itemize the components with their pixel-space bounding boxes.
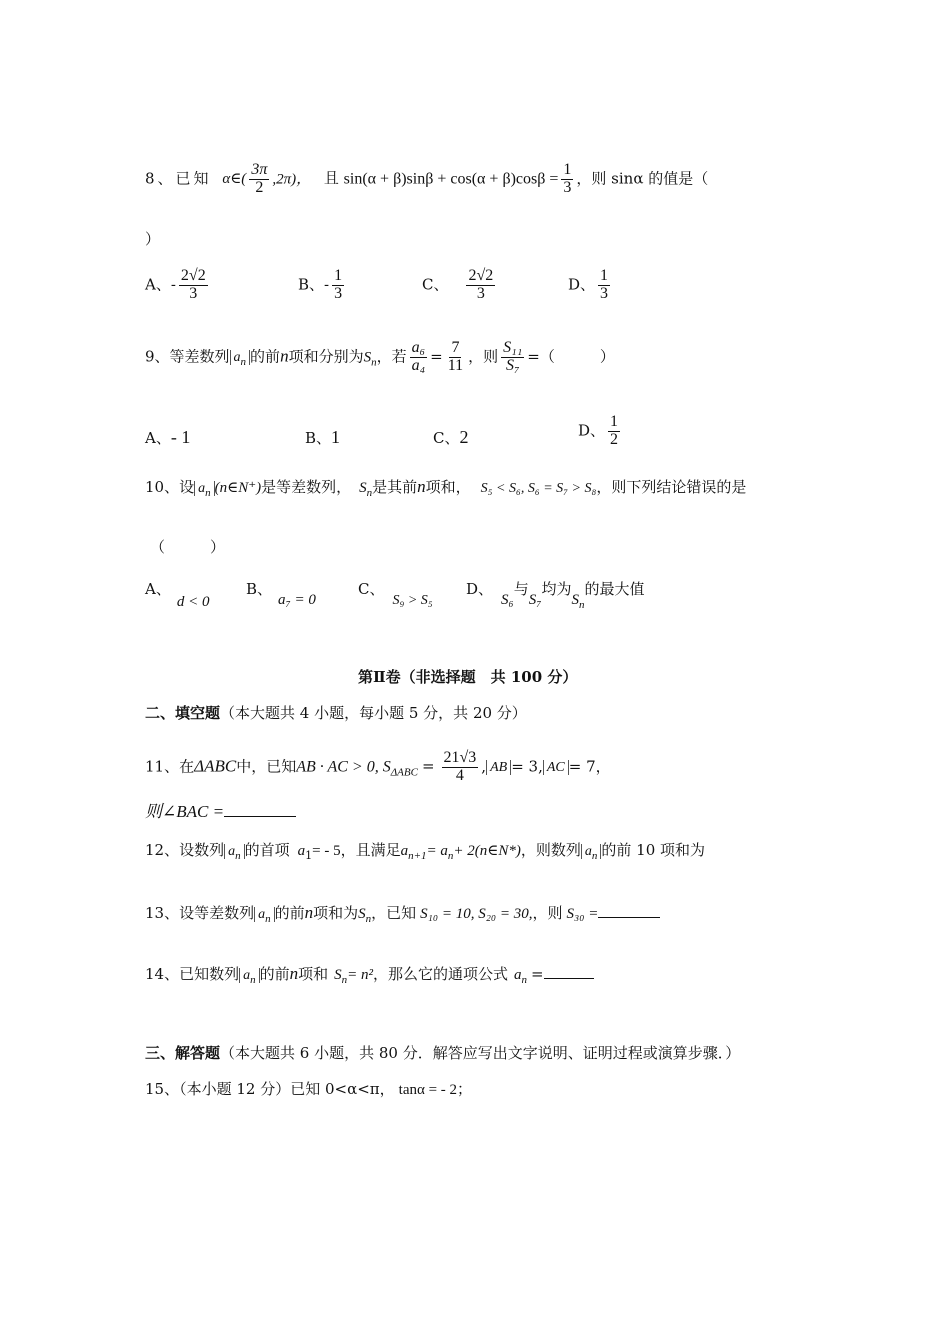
q9-seq: $a_n$ (230, 350, 251, 365)
q8-option-d: D、 $\frac{1}{3}$ (568, 267, 609, 302)
q13-blank[interactable] (598, 917, 660, 918)
q13-line: 13、设等差数列 $a_n$ 的前n项和为$S_n$，已知 S₁₀ = 10, S₂₀ = 30,，则 S₃₀ = (145, 904, 660, 925)
q8-close: ） (145, 230, 161, 248)
q10-option-d: D、S₆与S₇均为$S_n$的最大值 (466, 580, 645, 611)
q9-value: $\frac{7}{11}$ (447, 339, 464, 374)
q9-option-d: D、 $\frac{1}{2}$ (578, 413, 619, 448)
q8-frac: $\frac{3\pi}{2}$ (251, 161, 268, 196)
q12-seq-2: $a_n$ (581, 844, 602, 859)
section2-title: 第Ⅱ卷（非选择题 共 100 分） (358, 668, 578, 686)
q8-option-b: B、- $\frac{1}{3}$ (298, 267, 343, 302)
q14-line: 14、已知数列 $a_n$ 的前n项和 $S_n= n^2$，那么它的通项公式 $a_n$ = (145, 965, 594, 986)
q10-line: 10、设 $a_n$ (n∈N⁺)是等差数列， $S_n$是其前n项和， S₅ < S₆, S₆ = S₇ > S₈，则下列结论错误的是 (145, 477, 747, 499)
q8-and: 且 (323, 169, 339, 188)
q14-seq: $a_n$ (239, 968, 260, 983)
q8-cond: α∈( (222, 171, 247, 188)
q11-line2: 则∠BAC = (145, 803, 296, 820)
q8-line (145, 162, 708, 197)
q10-seq: $a_n$ (194, 481, 215, 496)
section3-header: 三、解答题（本大题共 6 小题，共 80 分．解答应写出文字说明、证明过程或演算步骤．） (145, 1044, 741, 1062)
q11-frac: $\frac{21√3}{4}$ (443, 749, 477, 784)
q8-prefix: 8、已知 (145, 169, 212, 188)
q8-ask: ，则 sinα 的值是（ (576, 169, 709, 188)
q9-prefix: 9、等差数列 (145, 347, 230, 366)
q12-seq: $a_n$ (224, 844, 245, 859)
q8-cond-tail: ,2π)， (272, 171, 312, 188)
section2-header: 二、填空题（本大题共 4 小题，每小题 5 分，共 20 分） (145, 704, 527, 722)
q10-option-b: B、a₇ = 0 (246, 580, 316, 608)
q8-option-c: C、 $\frac{2√2}{3}$ (422, 267, 494, 302)
q10-close: （ ） (150, 538, 226, 556)
q10-option-c: C、S₉ > S₅ (358, 580, 433, 608)
q12-line: 12、设数列 $a_n$ 的首项 $a_1= - 5$，且满足$a_{n+1}= a_n+$ 2(n∈N*)，则数列 $a_n$ 的前 10 项和为 (145, 841, 706, 862)
q9-ratio: $\frac{\text{a₆}}{\text{a₄}}$ (411, 339, 426, 374)
q15-line: 15、（本小题 12 分）已知 0<α<π， tanα = - 2； (145, 1080, 473, 1098)
q8-equation: sin(α + β)sinβ + cos(α + β)cosβ = (343, 170, 559, 188)
q14-blank[interactable] (544, 978, 594, 979)
q9-option-c: C、2 (433, 427, 469, 447)
q11-blank[interactable] (224, 816, 296, 817)
q8-rhs-frac: $\frac{1}{3}$ (563, 161, 572, 196)
q11-line: 11、在ΔABC中，已知AB · AC > 0, $S_{\Delta ABC}$ = $\frac{21√3}{4}$ , AB = 3, AC = 7， (145, 749, 611, 784)
q8-option-a: A、- $\frac{2√2}{3}$ (145, 267, 206, 302)
q9-ask: $\frac{\text{S₁₁}}{\text{S₇}}$ (503, 339, 523, 374)
q9-option-b: B、1 (305, 427, 341, 447)
q10-option-a: A、d < 0 (145, 580, 210, 610)
q9-line: 9、等差数列 $a_n$ 的前n项和分别为$S_n$，若 $\frac{\text{a₆}}{\text{a₄}}$ = $\frac{7}{11}$ ，则 $\frac{\text{S₁₁}}{\text{S₇}}$ =（ ） (145, 339, 615, 374)
q13-seq: $a_n$ (254, 907, 275, 922)
q9-option-a: A、- 1 (145, 427, 191, 447)
